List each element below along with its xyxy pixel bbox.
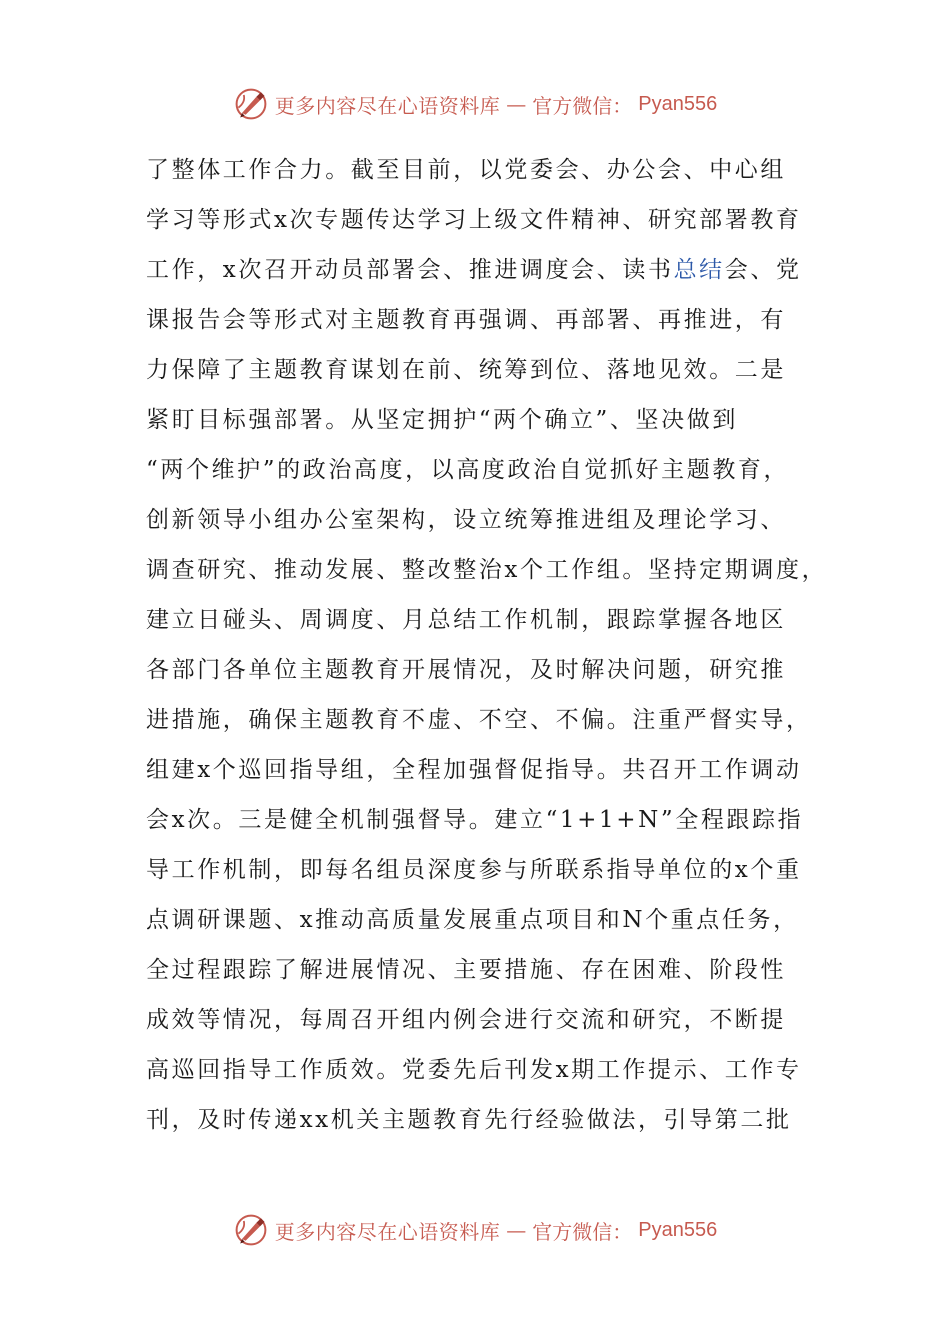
document-body (146, 145, 836, 1145)
line-text: 全过程跟踪了解进展情况、主要措施、存在困难、阶段性 (146, 957, 786, 983)
banner-title: 更多内容尽在心语资料库 (274, 93, 501, 118)
text-line (146, 545, 836, 595)
banner-wechat-id: Pyan556 (638, 1218, 718, 1241)
text-line (146, 495, 836, 545)
line-text: 各部门各单位主题教育开展情况，及时解决问题，研究推 (146, 657, 786, 683)
text-line (146, 745, 836, 795)
banner-wechat-id: Pyan556 (638, 92, 718, 115)
line-text: 工作，x次召开动员部署会、推进调度会、读书 (146, 257, 674, 283)
line-text: 学习等形式x次专题传达学习上级文件精神、研究部署教育 (146, 207, 802, 233)
text-line (146, 195, 836, 245)
header-banner (0, 82, 950, 126)
line-text: 调查研究、推动发展、整改整治x个工作组。坚持定期调度， (146, 557, 828, 583)
line-text: 紧盯目标强部署。从坚定拥护“两个确立”、坚决做到 (146, 407, 738, 433)
text-line (146, 395, 836, 445)
header-banner-content (233, 86, 717, 122)
text-line (146, 595, 836, 645)
text-line (146, 845, 836, 895)
pen-logo-icon (233, 86, 269, 122)
banner-title: 更多内容尽在心语资料库 (274, 1219, 501, 1244)
text-line (146, 245, 836, 295)
line-text: 会、党 (724, 257, 802, 283)
line-text: 课报告会等形式对主题教育再强调、再部署、再推进，有 (146, 307, 786, 333)
footer-banner-content (233, 1212, 717, 1248)
text-line (146, 295, 836, 345)
line-text: 刊，及时传递xx机关主题教育先行经验做法，引导第二批 (146, 1107, 792, 1133)
banner-wechat-label: 官方微信： (532, 1219, 633, 1244)
text-line (146, 645, 836, 695)
line-text: 创新领导小组办公室架构，设立统筹推进组及理论学习、 (146, 507, 786, 533)
text-line (146, 995, 836, 1045)
banner-separator: — (506, 92, 527, 116)
line-text: 成效等情况，每周召开组内例会进行交流和研究，不断提 (146, 1007, 786, 1033)
text-line (146, 695, 836, 745)
line-text: 点调研课题、x推动高质量发展重点项目和N个重点任务， (146, 907, 799, 933)
text-line (146, 445, 836, 495)
text-line (146, 945, 836, 995)
line-text: 力保障了主题教育谋划在前、统筹到位、落地见效。二是 (146, 357, 786, 383)
text-line (146, 345, 836, 395)
line-text: 建立日碰头、周调度、月总结工作机制，跟踪掌握各地区 (146, 607, 786, 633)
text-line (146, 795, 836, 845)
banner-separator: — (506, 1218, 527, 1242)
banner-wechat-label: 官方微信： (532, 93, 633, 118)
line-text: 进措施，确保主题教育不虚、不空、不偏。注重严督实导， (146, 707, 812, 733)
summary-link[interactable]: 总结 (673, 257, 725, 283)
line-text: 组建x个巡回指导组，全程加强督促指导。共召开工作调动 (146, 757, 802, 783)
line-text: “两个维护”的政治高度，以高度政治自觉抓好主题教育， (146, 457, 790, 483)
text-line (146, 895, 836, 945)
line-text: 会x次。三是健全机制强督导。建立“1+1+N”全程跟踪指 (146, 807, 804, 833)
text-line (146, 1045, 836, 1095)
text-line (146, 145, 836, 195)
line-text: 导工作机制，即每名组员深度参与所联系指导单位的x个重 (146, 857, 802, 883)
line-text: 了整体工作合力。截至目前，以党委会、办公会、中心组 (146, 157, 786, 183)
footer-banner (0, 1208, 950, 1252)
line-text: 高巡回指导工作质效。党委先后刊发x期工作提示、工作专 (146, 1057, 802, 1083)
text-line (146, 1095, 836, 1145)
pen-logo-icon (233, 1212, 269, 1248)
